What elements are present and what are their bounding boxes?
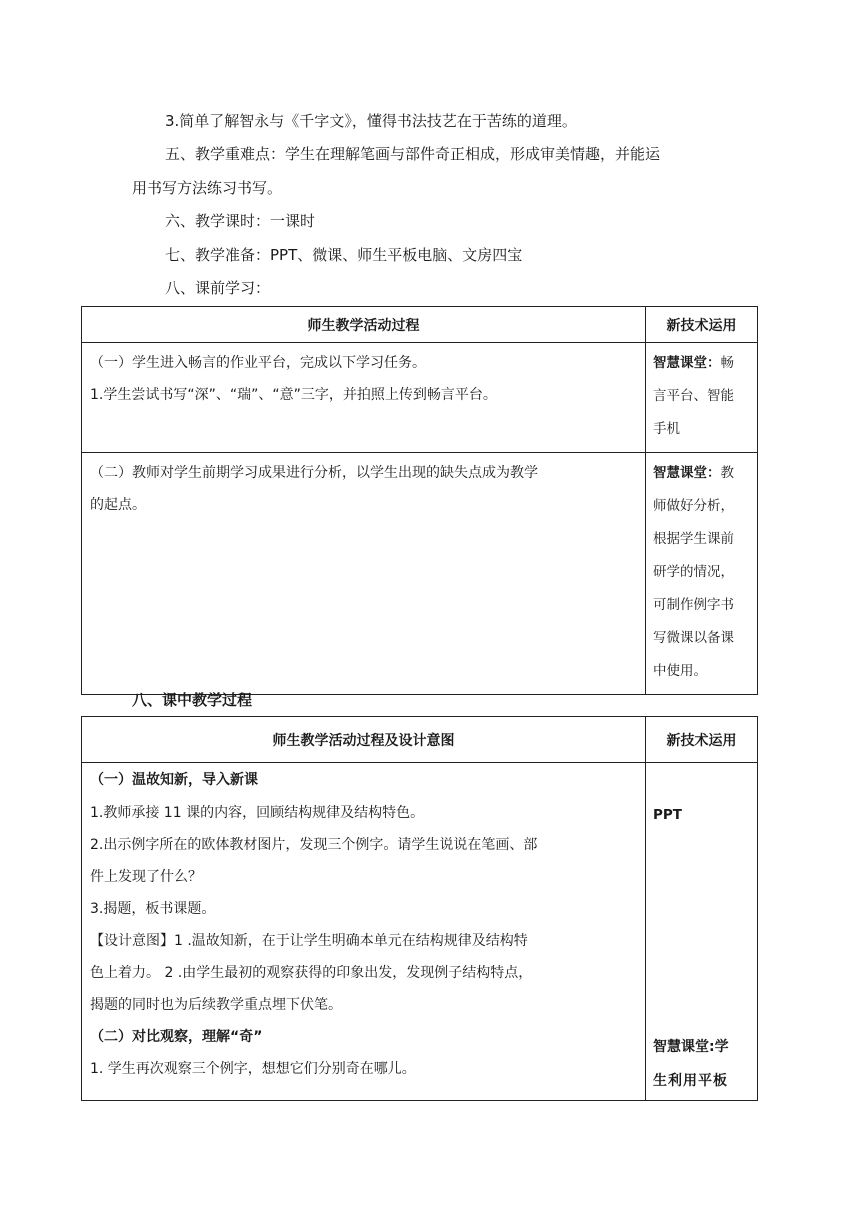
in-class-activity: [82, 763, 646, 1101]
row2-tech-line-3: 根据学生课前: [653, 531, 734, 547]
table-header-row: [82, 717, 758, 763]
table-row: [82, 763, 758, 1101]
step2-item-1: 1. 学生再次观察三个例字，想想它们分别奇在哪儿。: [90, 1061, 416, 1077]
intro-line-preparation: 七、教学准备：PPT、微课、师生平板电脑、文房四宝: [165, 246, 523, 264]
row1-tech-label: 智慧课堂：: [653, 355, 721, 371]
header-activity: 师生教学活动过程: [82, 307, 646, 343]
row2-tech-line-4: 研学的情况，: [653, 564, 734, 580]
row1-tech-line-1: 畅: [720, 355, 734, 371]
in-class-table: [81, 716, 758, 1101]
table-row: [82, 453, 758, 695]
row2-line-2: 的起点。: [90, 497, 146, 513]
in-class-technology: [646, 763, 758, 1101]
row1-tech-line-3: 手机: [653, 421, 680, 437]
step2-heading: （二）对比观察，理解“奇”: [90, 1029, 263, 1045]
row2-technology: [646, 453, 758, 695]
row2-line-1: （二）教师对学生前期学习成果进行分析，以学生出现的缺失点成为教学: [90, 465, 538, 481]
row2-tech-line-7: 中使用。: [653, 663, 707, 679]
row1-line-2: 1.学生尝试书写“深”、“瑞”、“意”三字，并拍照上传到畅言平台。: [90, 387, 497, 403]
row1-technology: [646, 343, 758, 453]
intro-line-pre-class: 八、课前学习：: [165, 279, 271, 297]
row2-tech-label: 智慧课堂：: [653, 465, 721, 481]
design-intent-line-2: 色上着力。 2 .由学生最初的观察获得的印象出发，发现例子结构特点，: [90, 965, 533, 981]
row2-activity: [82, 453, 646, 695]
header-technology: 新技术运用: [646, 717, 758, 763]
header-activity-design: 师生教学活动过程及设计意图: [82, 717, 646, 763]
section-title-in-class: 八、课中教学过程: [132, 691, 253, 709]
intro-line-objective-3: 3.简单了解智永与《千字文》，懂得书法技艺在于苦练的道理。: [165, 112, 577, 130]
table-header-row: [82, 307, 758, 343]
intro-line-key-points: 五、教学重难点：学生在理解笔画与部件奇正相成，形成审美情趣，并能运: [165, 145, 661, 163]
step1-item-2-cont: 件上发现了什么？: [90, 869, 202, 885]
header-technology: 新技术运用: [646, 307, 758, 343]
tech-smart-classroom-2: 生利用平板: [653, 1073, 728, 1089]
row2-tech-line-6: 写微课以备课: [653, 630, 734, 646]
design-intent-line-3: 揭题的同时也为后续教学重点埋下伏笔。: [90, 997, 342, 1013]
intro-line-class-hours: 六、教学课时：一课时: [165, 212, 316, 230]
row1-line-1: （一）学生进入畅言的作业平台，完成以下学习任务。: [90, 355, 426, 371]
tech-ppt: PPT: [653, 807, 682, 823]
pre-class-table: [81, 306, 758, 695]
table-row: [82, 343, 758, 453]
step1-item-2: 2.出示例字所在的欧体教材图片，发现三个例字。请学生说说在笔画、部: [90, 837, 538, 853]
row1-activity: [82, 343, 646, 453]
design-intent-line-1: 【设计意图】1 .温故知新，在于让学生明确本单元在结构规律及结构特: [90, 933, 528, 949]
row2-tech-line-5: 可制作例字书: [653, 597, 734, 613]
row2-tech-line-2: 师做好分析，: [653, 498, 734, 514]
row2-tech-line-1: 教: [720, 465, 734, 481]
intro-line-key-points-cont: 用书写方法练习书写。: [132, 179, 283, 197]
step1-item-3: 3.揭题，板书课题。: [90, 901, 216, 917]
step1-item-1: 1.教师承接 11 课的内容，回顾结构规律及结构特色。: [90, 805, 425, 821]
row1-tech-line-2: 言平台、智能: [653, 388, 734, 404]
step1-heading: （一）温故知新，导入新课: [90, 772, 258, 788]
tech-smart-classroom-1: 智慧课堂:学: [653, 1039, 729, 1055]
